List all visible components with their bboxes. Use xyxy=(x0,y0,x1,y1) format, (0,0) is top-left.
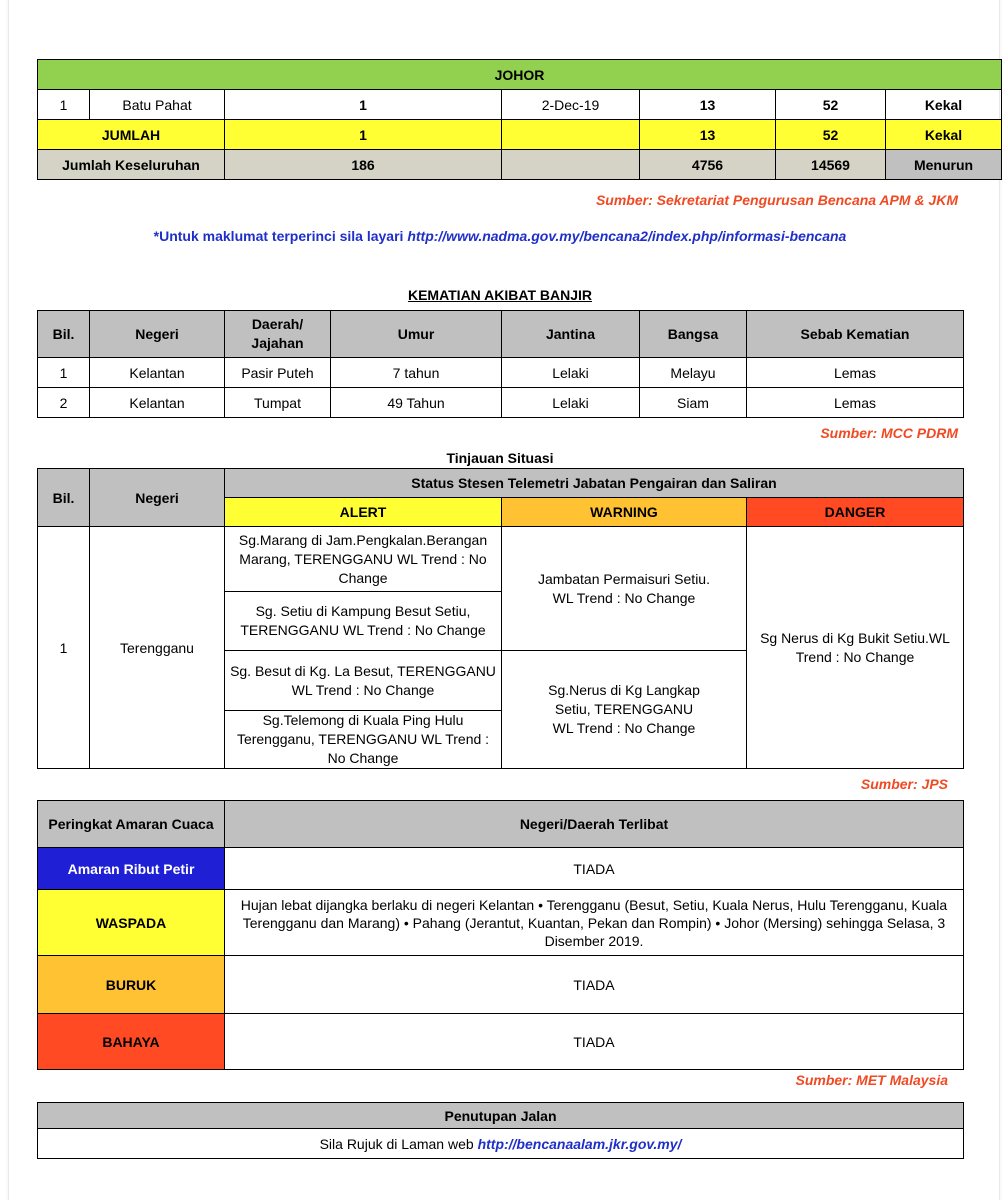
source-pdrm: Sumber: MCC PDRM xyxy=(820,425,958,441)
jumlah-row xyxy=(38,120,1002,150)
jumlah-status: Kekal xyxy=(886,120,1002,150)
keseluruhan-empty xyxy=(502,150,640,180)
level-waspada: WASPADA xyxy=(38,890,225,956)
situasi-negeri: Terengganu xyxy=(90,527,225,769)
alert-station: Sg.Telemong di Kuala Ping Hulu Terengganu, TERENGGANU WL Trend : No Change xyxy=(225,711,502,769)
cell: Kelantan xyxy=(90,388,225,418)
keseluruhan-keluarga: 4756 xyxy=(640,150,776,180)
level-buruk: BURUK xyxy=(38,956,225,1014)
cell-pps: 1 xyxy=(225,90,502,120)
cell-daerah: Batu Pahat xyxy=(90,90,225,120)
jumlah-empty xyxy=(502,120,640,150)
situasi-col-status: Status Stesen Telemetri Jabatan Pengairan dan Saliran xyxy=(225,469,964,498)
col-negeri: Negeri xyxy=(90,311,225,358)
keseluruhan-status: Menurun xyxy=(886,150,1002,180)
jalan-text: Sila Rujuk di Laman web xyxy=(319,1135,478,1152)
cell: Tumpat xyxy=(225,388,331,418)
alert-station: Sg. Besut di Kg. La Besut, TERENGGANU WL Trend : No Change xyxy=(225,651,502,711)
col-peringkat: Peringkat Amaran Cuaca xyxy=(38,801,225,848)
info-note xyxy=(37,228,963,244)
deaths-table xyxy=(37,310,964,418)
situasi-col-bil: Bil. xyxy=(38,469,90,527)
level-ribut-petir: Amaran Ribut Petir xyxy=(38,848,225,890)
jumlah-keluarga: 13 xyxy=(640,120,776,150)
col-daerah: Daerah/ Jajahan xyxy=(225,311,331,358)
alert-station: Sg.Marang di Jam.Pengkalan.Berangan Marang, TERENGGANU WL Trend : No Change xyxy=(225,527,502,592)
cell: Lelaki xyxy=(502,388,640,418)
cell: Melayu xyxy=(640,358,747,388)
cell: Lelaki xyxy=(502,358,640,388)
table-row xyxy=(38,388,964,418)
warning-station: Sg.Nerus di Kg Langkap Setiu, TERENGGANU WL Trend : No Change xyxy=(502,651,747,769)
jalan-title: Penutupan Jalan xyxy=(38,1103,964,1129)
cell: 1 xyxy=(38,358,90,388)
cell: Lemas xyxy=(747,358,964,388)
keseluruhan-mangsa: 14569 xyxy=(776,150,886,180)
cell-status: Kekal xyxy=(886,90,1002,120)
cell-keluarga: 13 xyxy=(640,90,776,120)
table-row xyxy=(38,956,964,1014)
cell: Lemas xyxy=(747,388,964,418)
col-umur: Umur xyxy=(331,311,502,358)
level-bahaya: BAHAYA xyxy=(38,1014,225,1070)
source-met: Sumber: MET Malaysia xyxy=(795,1072,948,1088)
cuaca-text: TIADA xyxy=(225,848,964,890)
cuaca-text: TIADA xyxy=(225,1014,964,1070)
col-bangsa: Bangsa xyxy=(640,311,747,358)
jumlah-label: JUMLAH xyxy=(38,120,225,150)
jkr-link[interactable]: http://bencanaalam.jkr.gov.my/ xyxy=(477,1135,682,1152)
source-apm: Sumber: Sekretariat Pengurusan Bencana APM & JKM xyxy=(595,192,958,208)
col-negeri-daerah: Negeri/Daerah Terlibat xyxy=(225,801,964,848)
cuaca-text: TIADA xyxy=(225,956,964,1014)
table-row xyxy=(38,890,964,956)
alert-header: ALERT xyxy=(225,498,502,527)
situasi-table xyxy=(37,468,964,769)
table-row xyxy=(38,848,964,890)
cell: 7 tahun xyxy=(331,358,502,388)
col-jantina: Jantina xyxy=(502,311,640,358)
warning-station: Jambatan Permaisuri Setiu. WL Trend : No Change xyxy=(502,527,747,651)
cell-tarikh: 2-Dec-19 xyxy=(502,90,640,120)
cell-bil: 1 xyxy=(38,90,90,120)
jalan-body xyxy=(38,1129,964,1159)
table-row xyxy=(38,358,964,388)
cell: Kelantan xyxy=(90,358,225,388)
jumlah-mangsa: 52 xyxy=(776,120,886,150)
alert-station: Sg. Setiu di Kampung Besut Setiu, TERENGGANU WL Trend : No Change xyxy=(225,592,502,651)
col-sebab: Sebab Kematian xyxy=(747,311,964,358)
keseluruhan-row xyxy=(38,150,1002,180)
deaths-title: KEMATIAN AKIBAT BANJIR xyxy=(407,287,593,303)
jalan-table xyxy=(37,1102,964,1159)
table-row xyxy=(38,1014,964,1070)
danger-header: DANGER xyxy=(747,498,964,527)
info-note-text: *Untuk maklumat terperinci sila layari xyxy=(153,228,408,244)
situasi-title: Tinjauan Situasi xyxy=(446,450,554,466)
source-jps: Sumber: JPS xyxy=(860,776,948,792)
johor-table xyxy=(37,59,1002,180)
cuaca-text: Hujan lebat dijangka berlaku di negeri Kelantan • Terengganu (Besut, Setiu, Kuala Nerus, Hulu Terengganu, Kuala Terengganu dan Marang) • Pahang (Jerantut, Kuantan, Pekan dan Rompin) • Johor (Mersing) sehingga Selasa, 3 Disember 2019. xyxy=(225,890,964,956)
table-row xyxy=(38,90,1002,120)
col-bil: Bil. xyxy=(38,311,90,358)
keseluruhan-label: Jumlah Keseluruhan xyxy=(38,150,225,180)
cell: Pasir Puteh xyxy=(225,358,331,388)
cell-mangsa: 52 xyxy=(776,90,886,120)
johor-header: JOHOR xyxy=(38,60,1002,90)
cell: 49 Tahun xyxy=(331,388,502,418)
nadma-link[interactable]: http://www.nadma.gov.my/bencana2/index.php/informasi-bencana xyxy=(407,228,847,244)
cell: Siam xyxy=(640,388,747,418)
warning-header: WARNING xyxy=(502,498,747,527)
situasi-bil: 1 xyxy=(38,527,90,769)
cuaca-table xyxy=(37,800,964,1070)
situasi-col-negeri: Negeri xyxy=(90,469,225,527)
keseluruhan-pps: 186 xyxy=(225,150,502,180)
danger-station: Sg Nerus di Kg Bukit Setiu.WL Trend : No Change xyxy=(747,527,964,769)
jumlah-pps: 1 xyxy=(225,120,502,150)
cell: 2 xyxy=(38,388,90,418)
